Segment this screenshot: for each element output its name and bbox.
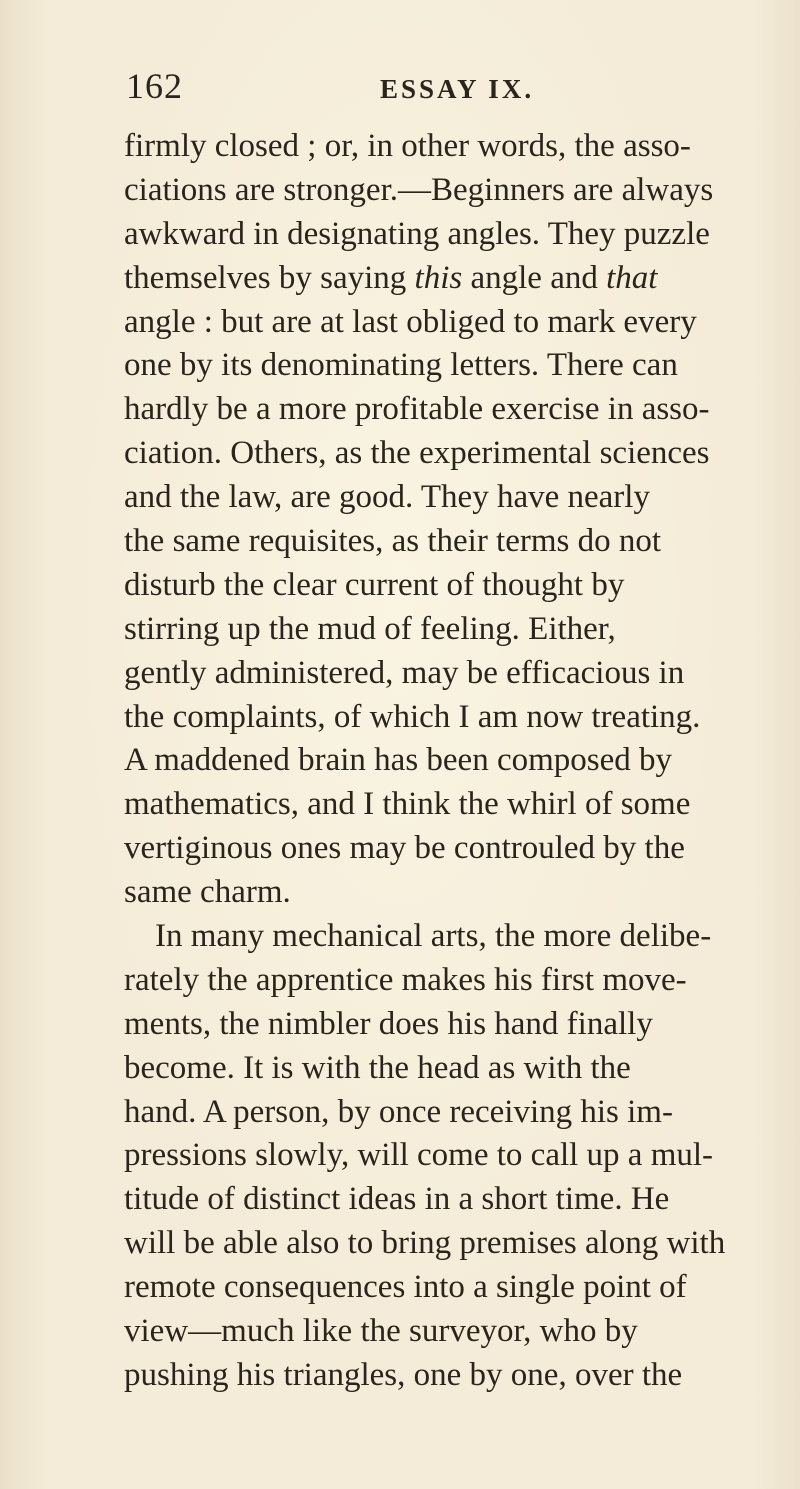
text-line: ciations are stronger.—Beginners are always [124, 171, 714, 208]
section-title: ESSAY IX. [380, 74, 535, 104]
text-line: angle : but are at last obliged to mark every [124, 303, 697, 340]
text-line: same charm. [124, 874, 291, 911]
text-line: firmly closed ; or, in other words, the asso- [124, 128, 691, 164]
running-head [0, 66, 800, 106]
text-line: themselves by saying this angle and that [124, 259, 658, 296]
text-line: stirring up the mud of feeling. Either, [124, 610, 616, 647]
text-line: ciation. Others, as the experimental sciences [124, 435, 710, 472]
text-line: rately the apprentice makes his first move- [124, 961, 687, 998]
paragraph-start-line: In many mechanical arts, the more delibe- [155, 918, 712, 955]
text-line: vertiginous ones may be controuled by the [124, 830, 685, 867]
text-line: and the law, are good. They have nearly [124, 479, 650, 516]
text-line: titude of distinct ideas in a short time. He [124, 1181, 670, 1218]
text-line: will be able also to bring premises along with [124, 1225, 726, 1262]
body-text [124, 125, 784, 1398]
text-line: pushing his triangles, one by one, over the [124, 1356, 683, 1393]
text-line: become. It is with the head as with the [124, 1049, 631, 1086]
text-line: view—much like the surveyor, who by [124, 1313, 638, 1350]
italic-word: that [606, 259, 658, 296]
text-line: pressions slowly, will come to call up a mul- [124, 1137, 714, 1174]
text-line: mathematics, and I think the whirl of some [124, 786, 691, 823]
text-line: disturb the clear current of thought by [124, 566, 625, 603]
text-line: one by its denominating letters. There can [124, 347, 678, 384]
text-line: A maddened brain has been composed by [124, 742, 673, 779]
text-line: awkward in designating angles. They puzzle [124, 215, 710, 252]
text-line: the complaints, of which I am now treating. [124, 698, 701, 735]
text-line: gently administered, may be efficacious in [124, 654, 685, 691]
italic-word: this [414, 259, 463, 296]
text-line: remote consequences into a single point of [124, 1269, 687, 1306]
text-line: hand. A person, by once receiving his im- [124, 1093, 673, 1130]
text-line: the same requisites, as their terms do not [124, 523, 662, 560]
text-line: ments, the nimbler does his hand finally [124, 1005, 653, 1042]
page-number: 162 [126, 66, 183, 106]
text-line: hardly be a more profitable exercise in asso- [124, 391, 710, 428]
